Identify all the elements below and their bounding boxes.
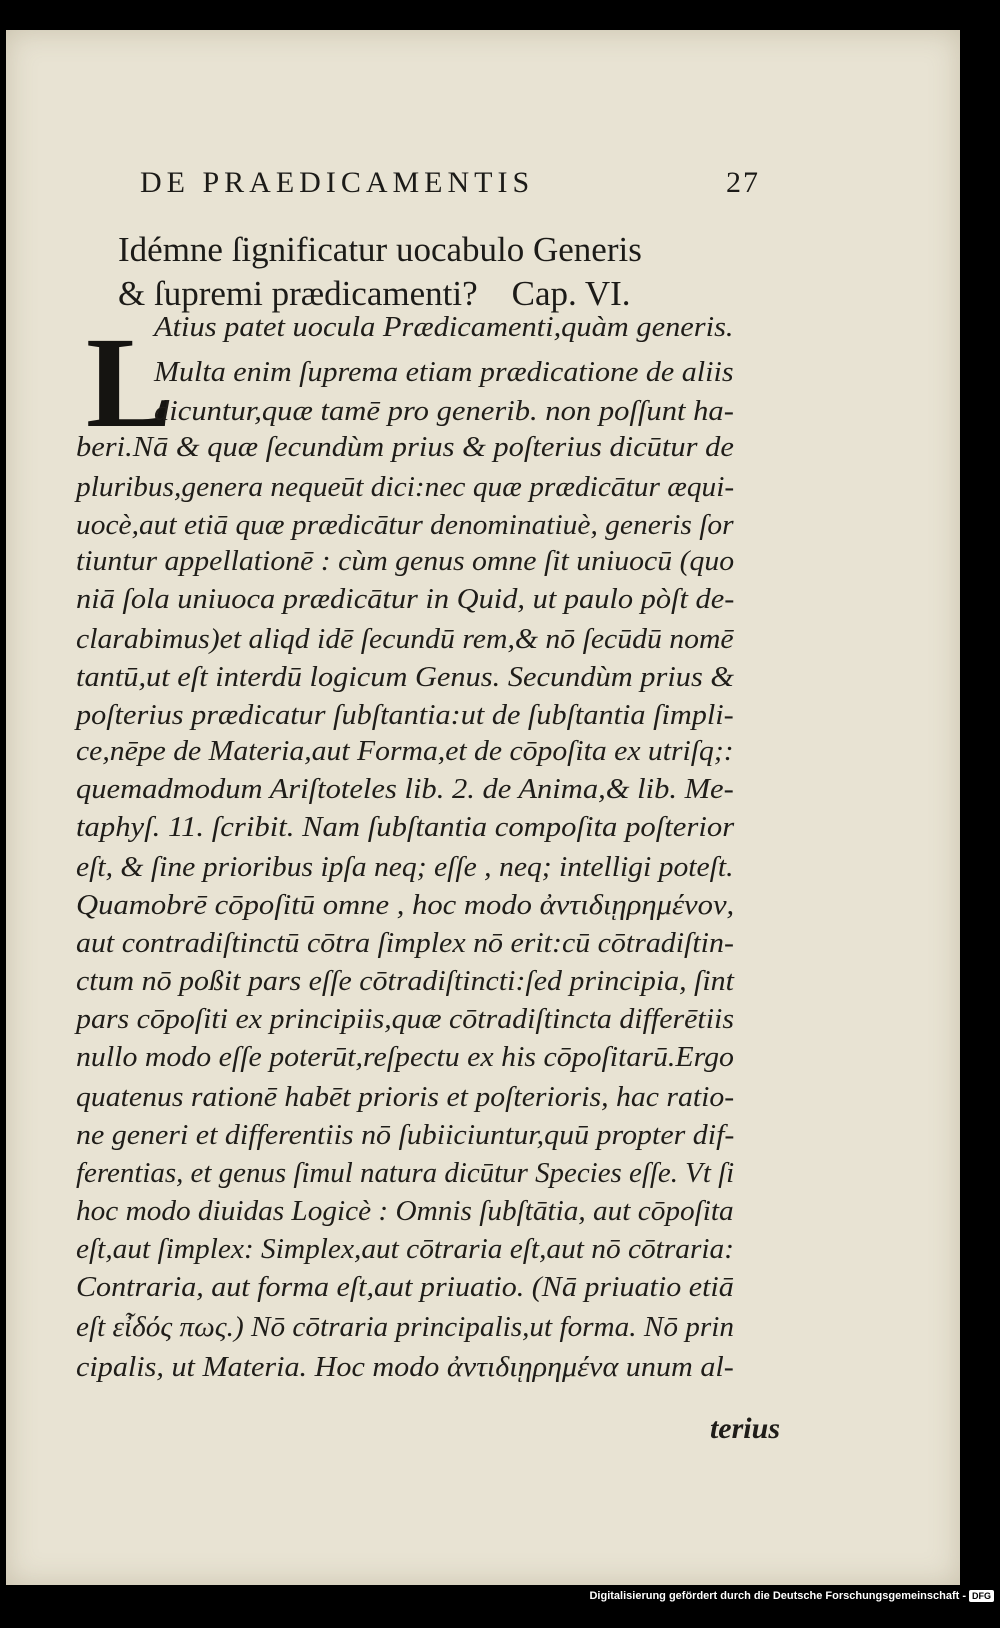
chapter-number: Cap. VI. [511,274,631,313]
chapter-heading-question: & ſupremi prædicamenti? [118,274,478,313]
text-line: poſterius prædicatur ſubſtantia:ut de ſubſtantia ſimpli- [76,699,734,731]
digitization-credit [589,1590,994,1602]
text-line: ne generi et differentiis nō ſubiiciuntur,quū propter dif- [76,1119,735,1151]
text-line: pluribus,genera nequeūt dici:nec quæ prædicātur æqui- [76,471,735,503]
text-line: beri.Nā & quæ ſecundùm prius & poſterius dicūtur de [76,431,734,463]
text-line: ferentias, et genus ſimul natura dicūtur Species eſſe. Vt ſi [76,1157,735,1189]
text-line: ctum nō poßit pars eſſe cōtradiſtincti:ſed principia, ſint [76,965,734,997]
text-line: quatenus rationē habēt prioris et poſterioris, hac ratio- [76,1081,735,1113]
text-line: ce,nēpe de Materia,aut Forma,et de cōpoſita ex utriſq;: [76,735,734,767]
digitization-credit-text: Digitalisierung gefördert durch die Deutsche Forschungsgemeinschaft - [589,1590,966,1602]
text-line: Quamobrē cōpoſitū omne , hoc modo ἀντιδιῃρημένον, [76,889,735,921]
body-text [6,30,960,1585]
text-line: nullo modo eſſe poterūt,reſpectu ex his cōpoſitarū.Ergo [76,1041,734,1073]
text-line: pars cōpoſiti ex principiis,quæ cōtradiſtincta differētiis [76,1003,734,1035]
catchword: terius [709,1412,780,1445]
text-line: clarabimus)et aliqd idē ſecundū rem,& nō ſecūdū nomē [76,623,734,655]
text-line: dicuntur,quæ tamē pro generib. non poſſunt ha- [154,395,734,427]
text-line: niā ſola uniuoca prædicātur in Quid, ut paulo pòſt de- [76,583,735,615]
text-line: Contraria, aut forma eſt,aut priuatio. (Nā priuatio etiā [76,1271,734,1303]
text-line: quemadmodum Ariſtoteles lib. 2. de Anima,& lib. Me- [76,773,734,805]
text-line: eſt εἶδός πως.) Nō cōtraria principalis,ut forma. Nō prin [76,1311,734,1343]
text-line: uocè,aut etiā quæ prædicātur denominatiuè, generis ſor [76,509,734,541]
text-line: eſt,aut ſimplex: Simplex,aut cōtraria eſt,aut nō cōtraria: [76,1233,734,1265]
drop-cap-initial: L [86,311,173,455]
chapter-heading-line-1: Idémne ſignificatur uocabulo Generis [118,230,642,269]
text-line: tiuntur appellationē : cùm genus omne ſit uniuocū (quo [76,545,735,577]
text-line: Multa enim ſuprema etiam prædicatione de aliis [154,356,734,388]
book-page [6,30,960,1585]
text-line: taphyſ. 11. ſcribit. Nam ſubſtantia compoſita poſterior [76,811,735,843]
text-line: cipalis, ut Materia. Hoc modo ἀντιδιῃρημένα unum al- [76,1351,734,1383]
text-line: eſt, & ſine prioribus ipſa neq; eſſe , neq; intelligi poteſt. [76,851,734,883]
page-number: 27 [726,166,760,199]
text-line: aut contradiſtinctū cōtra ſimplex nō erit:cū cōtradiſtin- [76,927,734,959]
text-line: tantū,ut eſt interdū logicum Genus. Secundùm prius & [76,661,735,693]
running-head-title: DE PRAEDICAMENTIS [140,166,535,199]
text-line: Atius patet uocula Prædicamenti,quàm generis. [154,311,734,343]
text-line: hoc modo diuidas Logicè : Omnis ſubſtātia, aut cōpoſita [76,1195,734,1227]
dfg-logo: DFG [969,1590,994,1602]
